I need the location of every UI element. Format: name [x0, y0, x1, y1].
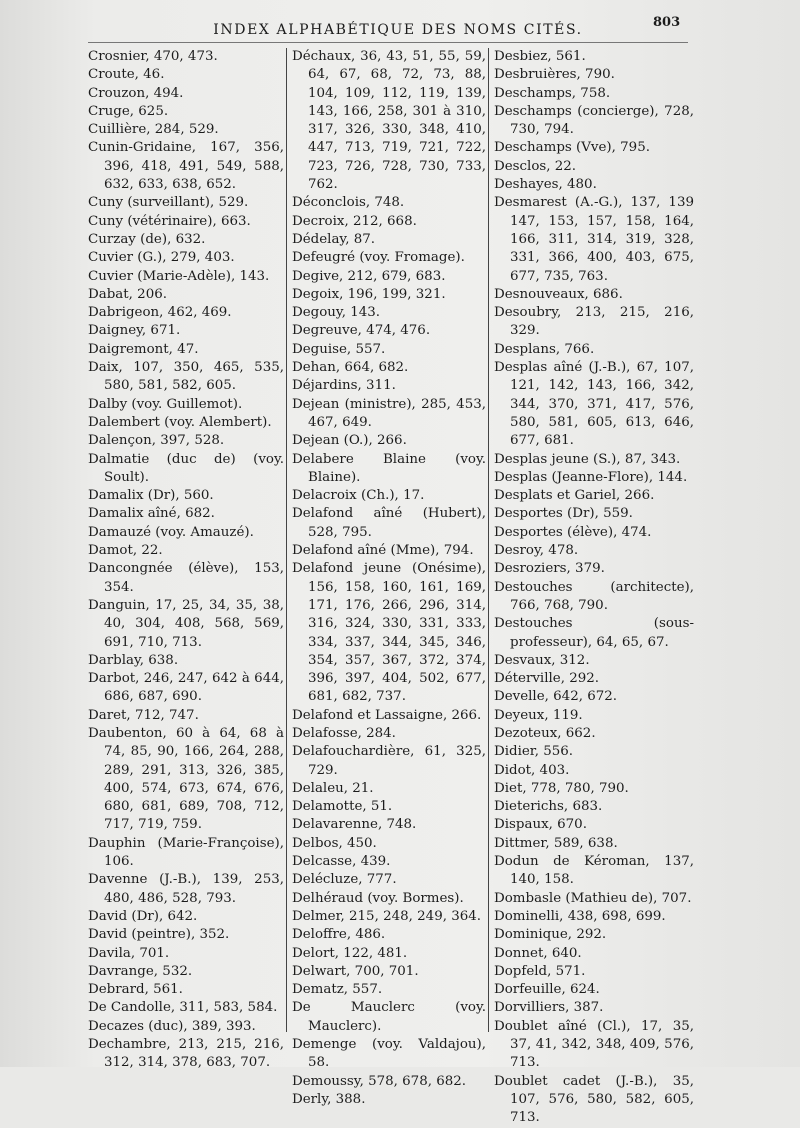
- index-entry: Dédelay, 87.: [292, 231, 376, 247]
- index-entry: Davenne (J.-B.), 139, 253, 480, 486, 528, 793.: [88, 872, 284, 906]
- index-entry: Dalby (voy. Guillemot).: [88, 396, 243, 412]
- index-entry: Dabrigeon, 462, 469.: [88, 305, 232, 321]
- index-entry: Cuvier (G.), 279, 403.: [88, 250, 235, 266]
- index-entry: Cuny (surveillant), 529.: [88, 195, 249, 211]
- index-entry: Deshayes, 480.: [494, 177, 597, 193]
- index-entry: Cunin-Gridaine, 167, 356, 396, 418, 491, 549, 588, 632, 633, 638, 652.: [88, 140, 284, 193]
- index-entry: Cuny (vétérinaire), 663.: [88, 213, 251, 229]
- index-entry: Dematz, 557.: [292, 982, 383, 998]
- index-entry: Dieterichs, 683.: [494, 799, 603, 815]
- index-entry: Dancongnée (élève), 153, 354.: [88, 561, 284, 595]
- index-entry: Degive, 212, 679, 683.: [292, 268, 446, 284]
- index-entry: Delamotte, 51.: [292, 799, 393, 815]
- index-entry: Deschamps, 758.: [494, 85, 611, 101]
- index-entry: Derly, 388.: [292, 1091, 366, 1107]
- index-entry: Desbruières, 790.: [494, 67, 615, 83]
- index-entry: Daigney, 671.: [88, 323, 181, 339]
- index-entry: Damauzé (voy. Amauzé).: [88, 524, 254, 540]
- index-entry: Demenge (voy. Valdajou), 58.: [292, 1037, 486, 1071]
- index-entry: Degreuve, 474, 476.: [292, 323, 431, 339]
- index-entry: Dominique, 292.: [494, 927, 607, 943]
- index-entry: Doublet cadet (J.-B.), 35, 107, 576, 580, 582, 605, 713.: [494, 1073, 694, 1126]
- index-entry: Donnet, 640.: [494, 945, 582, 961]
- index-entry: Diet, 778, 780, 790.: [494, 780, 629, 796]
- index-entry: Déconclois, 748.: [292, 195, 405, 211]
- index-entry: Decazes (duc), 389, 393.: [88, 1018, 256, 1034]
- index-entry: Damot, 22.: [88, 543, 163, 559]
- index-entry: Doublet aîné (Cl.), 17, 35, 37, 41, 342, 348, 409, 576, 713.: [494, 1018, 694, 1071]
- index-entry: Delort, 122, 481.: [292, 945, 408, 961]
- index-column-2: [292, 48, 486, 1109]
- index-entry: Delavarenne, 748.: [292, 817, 417, 833]
- index-entry: Desvaux, 312.: [494, 652, 590, 668]
- index-entry: Develle, 642, 672.: [494, 689, 618, 705]
- index-entry: Dombasle (Mathieu de), 707.: [494, 890, 692, 906]
- index-entry: David (Dr), 642.: [88, 908, 198, 924]
- index-entry: Desroziers, 379.: [494, 561, 605, 577]
- index-entry: Didier, 556.: [494, 744, 574, 760]
- index-entry: Desplas aîné (J.-B.), 67, 107, 121, 142, 143, 166, 342, 344, 370, 371, 417, 576, 580, 581, 605, 613, 646, 677, 681.: [494, 360, 694, 449]
- index-entry: Delmer, 215, 248, 249, 364.: [292, 908, 482, 924]
- index-entry: Desclos, 22.: [494, 158, 577, 174]
- index-entry: Delafond et Lassaigne, 266.: [292, 707, 482, 723]
- index-entry: Daigremont, 47.: [88, 341, 199, 357]
- index-entry: Dorvilliers, 387.: [494, 1000, 604, 1016]
- index-entry: David (peintre), 352.: [88, 927, 230, 943]
- index-entry: Déjardins, 311.: [292, 378, 396, 394]
- index-entry: Dejean (ministre), 285, 453, 467, 649.: [292, 396, 486, 430]
- index-entry: Déchaux, 36, 43, 51, 55, 59, 64, 67, 68, 72, 73, 88, 104, 109, 112, 119, 139, 143, 166, 258, 301 à 310, 317, 326, 330, 348, 410, 447, 713, 719, 721, 722, 723, 726, 728, 730, 733, 762.: [292, 49, 486, 193]
- index-entry: Debrard, 561.: [88, 982, 183, 998]
- index-entry: Delwart, 700, 701.: [292, 963, 419, 979]
- index-entry: Deyeux, 119.: [494, 707, 583, 723]
- index-entry: Deschamps (concierge), 728, 730, 794.: [494, 103, 694, 138]
- index-entry: Delcasse, 439.: [292, 854, 391, 870]
- index-entry: Croute, 46.: [88, 67, 165, 83]
- index-entry: Desroy, 478.: [494, 543, 579, 559]
- index-entry: Destouches (architecte), 766, 768, 790.: [494, 579, 694, 613]
- index-entry: Desportes (Dr), 559.: [494, 506, 633, 522]
- index-column-3: [494, 48, 694, 1128]
- index-entry: Dalmatie (duc de) (voy. Soult).: [88, 451, 284, 485]
- index-entry: Desplas (Jeanne-Flore), 144.: [494, 469, 688, 485]
- index-entry: Deschamps (Vve), 795.: [494, 140, 650, 156]
- index-entry: Delabere Blaine (voy. Blaine).: [292, 451, 486, 485]
- header-rule: [88, 42, 688, 43]
- index-entry: Crouzon, 494.: [88, 85, 184, 101]
- index-entry: Dorfeuille, 624.: [494, 982, 600, 998]
- index-entry: Danguin, 17, 25, 34, 35, 38, 40, 304, 408, 568, 569, 691, 710, 713.: [88, 597, 284, 650]
- index-entry: Dezoteux, 662.: [494, 725, 596, 741]
- index-entry: Crosnier, 470, 473.: [88, 49, 218, 64]
- index-entry: Damalix aîné, 682.: [88, 506, 215, 522]
- index-entry: Desplats et Gariel, 266.: [494, 488, 655, 504]
- index-entry: Dehan, 664, 682.: [292, 360, 409, 376]
- index-entry: Desplans, 766.: [494, 341, 595, 357]
- index-entry: Davila, 701.: [88, 945, 170, 961]
- page-title: INDEX ALPHABÉTIQUE DES NOMS CITÉS.: [213, 22, 583, 38]
- index-entry: Curzay (de), 632.: [88, 231, 206, 247]
- index-entry: Daix, 107, 350, 465, 535, 580, 581, 582, 605.: [88, 360, 284, 394]
- index-entry: Dabat, 206.: [88, 286, 167, 302]
- index-entry: Deguise, 557.: [292, 341, 386, 357]
- index-entry: Daubenton, 60 à 64, 68 à 74, 85, 90, 166, 264, 288, 289, 291, 313, 326, 385, 400, 574, 673, 674, 676, 680, 681, 689, 708, 712, 717, 719, 759.: [88, 725, 284, 833]
- index-entry: Delafosse, 284.: [292, 725, 396, 741]
- index-entry: Damalix (Dr), 560.: [88, 488, 214, 504]
- index-entry: Delafond aîné (Hubert), 528, 795.: [292, 506, 486, 540]
- index-entry: Degoix, 196, 199, 321.: [292, 286, 446, 302]
- index-entry: Dalembert (voy. Alembert).: [88, 414, 272, 430]
- index-entry: Dalençon, 397, 528.: [88, 433, 225, 449]
- index-entry: Defeugré (voy. Fromage).: [292, 250, 465, 266]
- index-entry: Desportes (élève), 474.: [494, 524, 652, 540]
- column-divider: [286, 48, 287, 1032]
- index-entry: De Mauclerc (voy. Mauclerc).: [292, 1000, 486, 1034]
- index-entry: Dominelli, 438, 698, 699.: [494, 908, 666, 924]
- index-entry: Desnouveaux, 686.: [494, 286, 623, 302]
- index-entry: Didot, 403.: [494, 762, 570, 778]
- index-entry: Dauphin (Marie-Françoise), 106.: [88, 835, 284, 870]
- index-entry: Darblay, 638.: [88, 652, 179, 668]
- index-entry: Desplas jeune (S.), 87, 343.: [494, 451, 681, 467]
- index-entry: Desoubry, 213, 215, 216, 329.: [494, 305, 694, 339]
- index-entry: Delaleu, 21.: [292, 780, 374, 796]
- index-entry: Cuvier (Marie-Adèle), 143.: [88, 268, 270, 284]
- index-entry: Dopfeld, 571.: [494, 963, 586, 979]
- index-entry: Delécluze, 777.: [292, 872, 397, 888]
- index-entry: Dejean (O.), 266.: [292, 433, 407, 449]
- index-entry: Delacroix (Ch.), 17.: [292, 488, 425, 504]
- index-entry: Decroix, 212, 668.: [292, 213, 417, 229]
- index-entry: Deloffre, 486.: [292, 927, 386, 943]
- index-entry: Delafond aîné (Mme), 794.: [292, 543, 474, 559]
- index-entry: Destouches (sous-professeur), 64, 65, 67.: [494, 616, 694, 650]
- index-entry: Cuillière, 284, 529.: [88, 122, 219, 138]
- index-entry: Cruge, 625.: [88, 103, 169, 119]
- index-entry: Dechambre, 213, 215, 216, 312, 314, 378, 683, 707.: [88, 1037, 284, 1071]
- index-entry: Delafond jeune (Onésime), 156, 158, 160, 161, 169, 171, 176, 266, 296, 314, 316, 324, 330, 331, 333, 334, 337, 344, 345, 346, 354, 357, 367, 372, 374, 396, 397, 404, 502, 677, 681, 682, 737.: [292, 561, 486, 705]
- page-number: 803: [653, 15, 681, 30]
- index-entry: Daret, 712, 747.: [88, 707, 199, 723]
- index-entry: Dispaux, 670.: [494, 817, 587, 833]
- index-entry: Davrange, 532.: [88, 963, 193, 979]
- index-column-1: [88, 48, 284, 1073]
- index-entry: Delafouchardière, 61, 325, 729.: [292, 744, 486, 778]
- index-entry: Delbos, 450.: [292, 835, 377, 851]
- index-entry: Déterville, 292.: [494, 671, 600, 687]
- index-entry: Desbiez, 561.: [494, 49, 586, 64]
- index-entry: De Candolle, 311, 583, 584.: [88, 1000, 278, 1016]
- index-entry: Darbot, 246, 247, 642 à 644, 686, 687, 690.: [88, 671, 284, 705]
- index-entry: Dodun de Kéroman, 137, 140, 158.: [494, 854, 694, 888]
- index-entry: Delhéraud (voy. Bormes).: [292, 890, 464, 906]
- index-entry: Desmarest (A.-G.), 137, 139 147, 153, 157, 158, 164, 166, 311, 314, 319, 328, 331, 366, 400, 403, 675, 677, 735, 763.: [494, 195, 694, 284]
- index-entry: Degouy, 143.: [292, 305, 381, 321]
- index-entry: Demoussy, 578, 678, 682.: [292, 1073, 467, 1089]
- column-divider: [488, 48, 489, 1032]
- index-entry: Dittmer, 589, 638.: [494, 835, 618, 851]
